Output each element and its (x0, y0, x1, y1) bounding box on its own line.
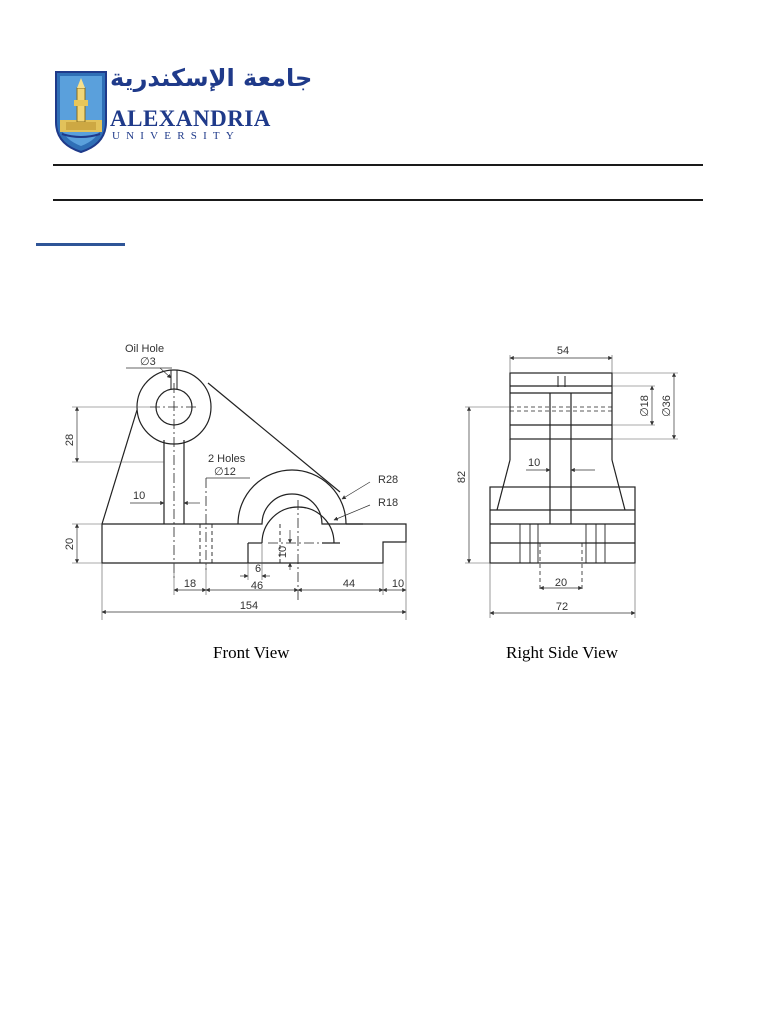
logo-university-subtitle: UNIVERSITY (112, 130, 240, 142)
front-view-caption: Front View (213, 643, 290, 662)
front-view-labels (64, 343, 404, 612)
dim-dia-36: ∅36 (661, 395, 673, 417)
dim-slot-20: 20 (554, 577, 568, 589)
dim-72: 72 (555, 601, 569, 613)
dim-46: 46 (250, 580, 264, 592)
logo-arabic-text: جامعة الإسكندرية (110, 64, 313, 92)
dim-6: 6 (254, 563, 262, 575)
logo-university-name: ALEXANDRIA (110, 106, 271, 131)
dim-10-vertical: 10 (277, 545, 289, 559)
holes-label: 2 Holes (208, 453, 246, 465)
dim-web-10: 10 (133, 490, 146, 502)
dim-web-10-side: 10 (528, 457, 541, 469)
dim-154: 154 (239, 600, 259, 612)
side-view-caption: Right Side View (506, 643, 619, 662)
rib-left-edge (102, 410, 137, 524)
side-view-drawing (465, 355, 678, 618)
radius-outer-label: R28 (378, 474, 399, 486)
bearing-arch-outer (238, 470, 346, 524)
oil-hole-diameter: ∅3 (140, 356, 156, 368)
dim-18: 18 (183, 578, 197, 590)
dim-dia-18: ∅18 (639, 395, 651, 417)
base-plate-outline (102, 494, 406, 563)
dim-44: 44 (342, 578, 356, 590)
radius-inner-label: R18 (378, 497, 399, 509)
side-base (490, 487, 635, 563)
front-view-drawing (72, 368, 406, 620)
side-housing-top (510, 373, 612, 439)
dim-54: 54 (556, 345, 570, 357)
dim-20: 20 (64, 537, 76, 551)
holes-diameter: ∅12 (214, 466, 236, 478)
dim-10-right: 10 (391, 578, 405, 590)
oil-hole-label: Oil Hole (125, 343, 165, 355)
dim-28: 28 (64, 433, 76, 447)
dim-82: 82 (456, 470, 468, 484)
